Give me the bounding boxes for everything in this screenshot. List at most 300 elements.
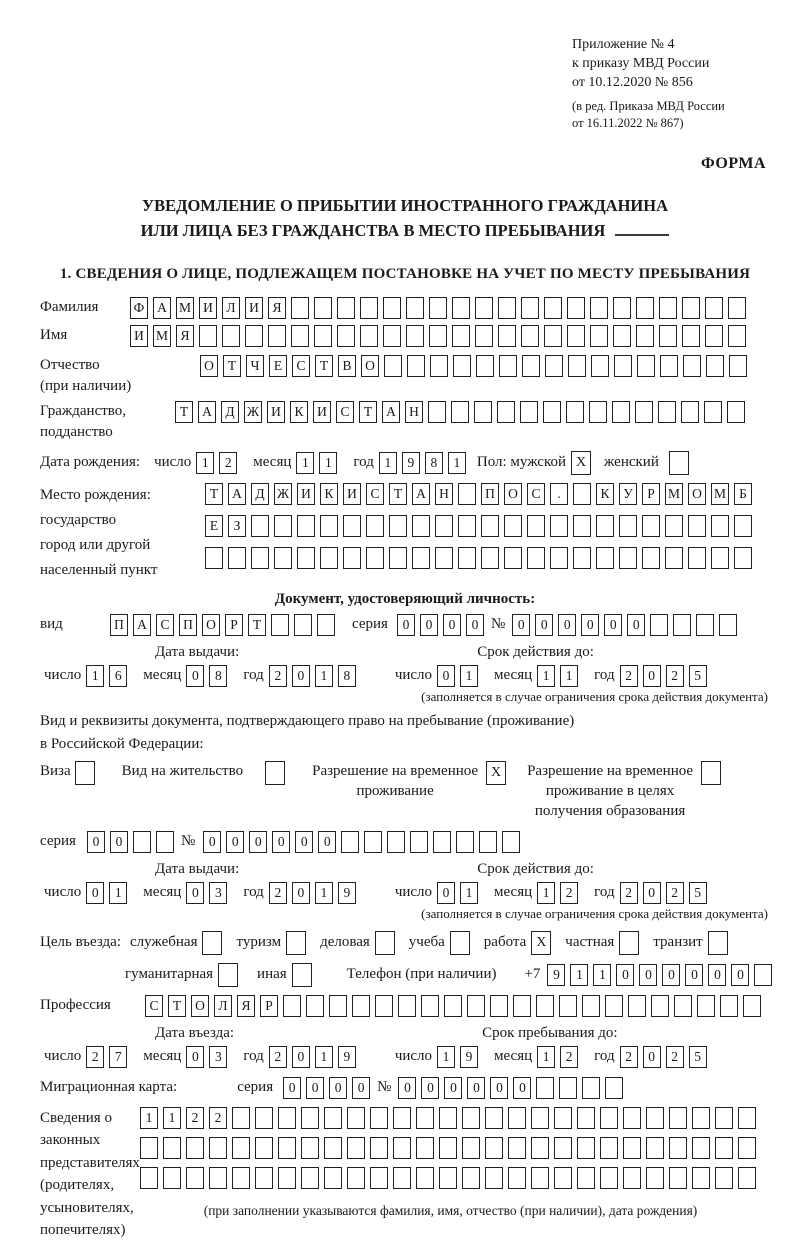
char-cell[interactable]: Т [389,483,407,505]
char-cell[interactable] [458,547,476,569]
char-cell[interactable]: 0 [318,831,336,853]
char-cell[interactable] [665,547,683,569]
char-cell[interactable] [720,995,738,1017]
char-cell[interactable]: 2 [620,1046,638,1068]
char-cell[interactable]: 1 [537,882,555,904]
char-cell[interactable] [567,325,585,347]
char-cell[interactable] [435,547,453,569]
char-cell[interactable]: 9 [338,1046,356,1068]
char-cell[interactable]: 0 [87,831,105,853]
char-cell[interactable]: 0 [352,1077,370,1099]
char-cell[interactable] [347,1167,365,1189]
char-cell[interactable] [614,355,632,377]
char-cell[interactable] [651,995,669,1017]
char-cell[interactable] [255,1107,273,1129]
char-cell[interactable] [475,325,493,347]
char-cell[interactable]: 0 [616,964,634,986]
char-cell[interactable]: 2 [269,665,287,687]
char-cell[interactable]: И [343,483,361,505]
char-cell[interactable] [360,297,378,319]
char-cell[interactable] [133,831,151,853]
char-cell[interactable] [324,1137,342,1159]
char-cell[interactable] [650,614,668,636]
char-cell[interactable]: 1 [315,882,333,904]
char-cell[interactable] [474,401,492,423]
char-cell[interactable] [600,1107,618,1129]
char-cell[interactable] [613,297,631,319]
char-cell[interactable]: 1 [460,665,478,687]
char-cell[interactable] [727,401,745,423]
char-cell[interactable] [642,547,660,569]
char-cell[interactable] [550,547,568,569]
char-cell[interactable]: 0 [283,1077,301,1099]
char-cell[interactable]: 2 [209,1107,227,1129]
char-cell[interactable] [205,547,223,569]
char-cell[interactable] [429,297,447,319]
visa-checkbox[interactable] [75,761,95,785]
char-cell[interactable] [705,325,723,347]
char-cell[interactable] [232,1137,250,1159]
char-cell[interactable] [619,515,637,537]
char-cell[interactable]: 5 [689,882,707,904]
char-cell[interactable] [536,1077,554,1099]
char-cell[interactable]: 0 [249,831,267,853]
char-cell[interactable]: Б [734,483,752,505]
char-cell[interactable] [458,483,476,505]
char-cell[interactable]: 0 [398,1077,416,1099]
char-cell[interactable] [485,1137,503,1159]
char-cell[interactable] [245,325,263,347]
char-cell[interactable]: 1 [593,964,611,986]
char-cell[interactable] [711,547,729,569]
char-cell[interactable]: 2 [620,882,638,904]
char-cell[interactable] [452,297,470,319]
char-cell[interactable]: Ж [274,483,292,505]
char-cell[interactable] [646,1137,664,1159]
char-cell[interactable] [274,547,292,569]
char-cell[interactable] [596,547,614,569]
char-cell[interactable]: Л [214,995,232,1017]
char-cell[interactable]: М [711,483,729,505]
char-cell[interactable]: О [200,355,218,377]
char-cell[interactable] [612,401,630,423]
char-cell[interactable]: 0 [662,964,680,986]
char-cell[interactable]: И [130,325,148,347]
char-cell[interactable] [665,515,683,537]
char-cell[interactable]: 1 [460,882,478,904]
char-cell[interactable] [314,297,332,319]
char-cell[interactable]: О [361,355,379,377]
char-cell[interactable] [646,1167,664,1189]
char-cell[interactable]: Ч [246,355,264,377]
char-cell[interactable] [370,1107,388,1129]
char-cell[interactable] [393,1167,411,1189]
temp-residence-checkbox[interactable]: X [486,761,506,785]
purpose-other-checkbox[interactable] [292,963,312,987]
char-cell[interactable]: Т [248,614,266,636]
char-cell[interactable]: 1 [537,1046,555,1068]
char-cell[interactable] [504,515,522,537]
char-cell[interactable]: 9 [338,882,356,904]
char-cell[interactable] [430,355,448,377]
char-cell[interactable]: Н [435,483,453,505]
char-cell[interactable]: С [336,401,354,423]
char-cell[interactable] [294,614,312,636]
char-cell[interactable] [370,1137,388,1159]
char-cell[interactable]: 0 [467,1077,485,1099]
char-cell[interactable] [407,355,425,377]
char-cell[interactable] [291,325,309,347]
char-cell[interactable]: Я [268,297,286,319]
char-cell[interactable]: П [179,614,197,636]
char-cell[interactable] [428,401,446,423]
char-cell[interactable]: 2 [666,882,684,904]
char-cell[interactable]: 0 [708,964,726,986]
char-cell[interactable] [268,325,286,347]
char-cell[interactable]: 0 [397,614,415,636]
char-cell[interactable] [636,325,654,347]
char-cell[interactable]: Ф [130,297,148,319]
char-cell[interactable] [352,995,370,1017]
char-cell[interactable] [566,401,584,423]
purpose-private-checkbox[interactable] [619,931,639,955]
char-cell[interactable] [623,1137,641,1159]
char-cell[interactable]: Т [175,401,193,423]
char-cell[interactable]: 2 [666,665,684,687]
char-cell[interactable]: А [382,401,400,423]
char-cell[interactable] [341,831,359,853]
char-cell[interactable]: 0 [186,1046,204,1068]
char-cell[interactable] [360,325,378,347]
char-cell[interactable] [453,355,471,377]
char-cell[interactable]: 5 [689,1046,707,1068]
char-cell[interactable]: 8 [338,665,356,687]
char-cell[interactable] [531,1167,549,1189]
char-cell[interactable] [451,401,469,423]
char-cell[interactable] [559,995,577,1017]
char-cell[interactable]: 0 [329,1077,347,1099]
char-cell[interactable] [637,355,655,377]
char-cell[interactable] [531,1137,549,1159]
char-cell[interactable]: 1 [537,665,555,687]
char-cell[interactable]: 1 [86,665,104,687]
char-cell[interactable] [320,547,338,569]
char-cell[interactable] [320,515,338,537]
char-cell[interactable]: 2 [86,1046,104,1068]
char-cell[interactable] [481,547,499,569]
purpose-tourism-checkbox[interactable] [286,931,306,955]
char-cell[interactable] [479,831,497,853]
char-cell[interactable]: 0 [443,614,461,636]
char-cell[interactable] [163,1137,181,1159]
char-cell[interactable]: Т [359,401,377,423]
char-cell[interactable] [433,831,451,853]
char-cell[interactable] [559,1077,577,1099]
char-cell[interactable]: 1 [379,452,397,474]
char-cell[interactable] [283,995,301,1017]
char-cell[interactable] [412,547,430,569]
char-cell[interactable]: О [202,614,220,636]
char-cell[interactable] [410,831,428,853]
char-cell[interactable] [567,297,585,319]
char-cell[interactable]: 1 [560,665,578,687]
char-cell[interactable]: П [110,614,128,636]
char-cell[interactable] [531,1107,549,1129]
char-cell[interactable] [682,325,700,347]
char-cell[interactable] [485,1167,503,1189]
char-cell[interactable]: 2 [620,665,638,687]
char-cell[interactable] [186,1137,204,1159]
char-cell[interactable] [393,1107,411,1129]
char-cell[interactable] [582,995,600,1017]
char-cell[interactable] [199,325,217,347]
char-cell[interactable] [692,1137,710,1159]
char-cell[interactable] [251,515,269,537]
char-cell[interactable] [544,325,562,347]
char-cell[interactable]: 0 [420,614,438,636]
char-cell[interactable] [554,1107,572,1129]
char-cell[interactable] [156,831,174,853]
char-cell[interactable] [577,1107,595,1129]
char-cell[interactable]: 0 [643,1046,661,1068]
char-cell[interactable]: О [688,483,706,505]
char-cell[interactable] [329,995,347,1017]
char-cell[interactable] [416,1107,434,1129]
char-cell[interactable] [462,1107,480,1129]
char-cell[interactable] [435,515,453,537]
char-cell[interactable]: 5 [689,665,707,687]
char-cell[interactable]: Т [205,483,223,505]
char-cell[interactable]: 0 [272,831,290,853]
char-cell[interactable]: 9 [460,1046,478,1068]
char-cell[interactable]: И [313,401,331,423]
char-cell[interactable]: 0 [295,831,313,853]
char-cell[interactable] [600,1167,618,1189]
char-cell[interactable]: 0 [437,665,455,687]
char-cell[interactable]: С [145,995,163,1017]
char-cell[interactable] [738,1167,756,1189]
char-cell[interactable] [502,831,520,853]
char-cell[interactable] [692,1107,710,1129]
char-cell[interactable] [383,325,401,347]
purpose-study-checkbox[interactable] [450,931,470,955]
char-cell[interactable] [301,1137,319,1159]
char-cell[interactable] [444,995,462,1017]
char-cell[interactable] [711,515,729,537]
char-cell[interactable] [416,1137,434,1159]
char-cell[interactable]: Т [223,355,241,377]
char-cell[interactable] [734,547,752,569]
char-cell[interactable]: 0 [292,665,310,687]
char-cell[interactable] [729,355,747,377]
char-cell[interactable]: О [504,483,522,505]
char-cell[interactable] [297,547,315,569]
char-cell[interactable] [476,355,494,377]
char-cell[interactable]: 0 [292,882,310,904]
char-cell[interactable] [291,297,309,319]
char-cell[interactable]: А [228,483,246,505]
char-cell[interactable]: 1 [437,1046,455,1068]
char-cell[interactable] [642,515,660,537]
char-cell[interactable] [659,297,677,319]
char-cell[interactable] [577,1167,595,1189]
char-cell[interactable]: 1 [315,665,333,687]
char-cell[interactable] [462,1137,480,1159]
char-cell[interactable] [696,614,714,636]
char-cell[interactable]: 2 [269,1046,287,1068]
char-cell[interactable] [554,1137,572,1159]
char-cell[interactable] [536,995,554,1017]
char-cell[interactable]: 0 [643,882,661,904]
char-cell[interactable] [499,355,517,377]
char-cell[interactable]: 2 [560,882,578,904]
char-cell[interactable] [527,547,545,569]
char-cell[interactable]: 6 [109,665,127,687]
char-cell[interactable] [589,401,607,423]
char-cell[interactable] [462,1167,480,1189]
char-cell[interactable] [324,1167,342,1189]
char-cell[interactable]: Д [221,401,239,423]
char-cell[interactable] [375,995,393,1017]
char-cell[interactable] [163,1167,181,1189]
char-cell[interactable] [596,515,614,537]
char-cell[interactable] [719,614,737,636]
char-cell[interactable]: Ж [244,401,262,423]
char-cell[interactable]: Р [260,995,278,1017]
char-cell[interactable]: 1 [109,882,127,904]
char-cell[interactable] [688,515,706,537]
char-cell[interactable] [452,325,470,347]
char-cell[interactable] [527,515,545,537]
char-cell[interactable]: А [133,614,151,636]
purpose-official-checkbox[interactable] [202,931,222,955]
char-cell[interactable] [140,1167,158,1189]
char-cell[interactable]: О [191,995,209,1017]
char-cell[interactable] [646,1107,664,1129]
char-cell[interactable]: 2 [666,1046,684,1068]
gender-male-checkbox[interactable]: X [571,451,591,475]
char-cell[interactable]: 3 [209,882,227,904]
char-cell[interactable]: 0 [604,614,622,636]
char-cell[interactable]: 0 [643,665,661,687]
char-cell[interactable]: З [228,515,246,537]
char-cell[interactable] [669,1137,687,1159]
char-cell[interactable] [497,401,515,423]
char-cell[interactable]: 0 [512,614,530,636]
char-cell[interactable]: 8 [425,452,443,474]
char-cell[interactable] [521,325,539,347]
char-cell[interactable] [738,1107,756,1129]
char-cell[interactable]: 0 [292,1046,310,1068]
char-cell[interactable] [439,1167,457,1189]
char-cell[interactable] [520,401,538,423]
char-cell[interactable] [706,355,724,377]
char-cell[interactable]: 2 [269,882,287,904]
char-cell[interactable] [232,1167,250,1189]
char-cell[interactable]: Д [251,483,269,505]
char-cell[interactable] [406,297,424,319]
char-cell[interactable]: С [156,614,174,636]
char-cell[interactable]: 0 [685,964,703,986]
char-cell[interactable]: . [550,483,568,505]
char-cell[interactable] [573,515,591,537]
char-cell[interactable] [370,1167,388,1189]
char-cell[interactable]: 1 [163,1107,181,1129]
char-cell[interactable]: С [366,483,384,505]
char-cell[interactable] [456,831,474,853]
char-cell[interactable] [306,995,324,1017]
char-cell[interactable]: 0 [86,882,104,904]
char-cell[interactable] [619,547,637,569]
char-cell[interactable] [297,515,315,537]
char-cell[interactable] [554,1167,572,1189]
char-cell[interactable]: 1 [315,1046,333,1068]
char-cell[interactable] [255,1167,273,1189]
char-cell[interactable] [628,995,646,1017]
char-cell[interactable]: 1 [196,452,214,474]
char-cell[interactable]: 0 [444,1077,462,1099]
char-cell[interactable] [508,1107,526,1129]
char-cell[interactable] [439,1107,457,1129]
char-cell[interactable] [421,995,439,1017]
char-cell[interactable] [550,515,568,537]
char-cell[interactable] [544,297,562,319]
char-cell[interactable] [485,1107,503,1129]
char-cell[interactable] [458,515,476,537]
char-cell[interactable] [232,1107,250,1129]
char-cell[interactable] [467,995,485,1017]
char-cell[interactable]: М [153,325,171,347]
char-cell[interactable]: В [338,355,356,377]
char-cell[interactable] [314,325,332,347]
char-cell[interactable] [416,1167,434,1189]
char-cell[interactable] [728,297,746,319]
char-cell[interactable] [705,297,723,319]
char-cell[interactable]: Р [225,614,243,636]
char-cell[interactable]: 0 [490,1077,508,1099]
char-cell[interactable] [429,325,447,347]
char-cell[interactable]: 0 [203,831,221,853]
char-cell[interactable] [754,964,772,986]
char-cell[interactable] [545,355,563,377]
char-cell[interactable] [490,995,508,1017]
char-cell[interactable]: Н [405,401,423,423]
char-cell[interactable] [228,547,246,569]
char-cell[interactable]: 0 [466,614,484,636]
char-cell[interactable]: 0 [513,1077,531,1099]
char-cell[interactable] [337,325,355,347]
char-cell[interactable] [605,1077,623,1099]
char-cell[interactable]: 0 [535,614,553,636]
char-cell[interactable] [521,297,539,319]
char-cell[interactable] [715,1137,733,1159]
char-cell[interactable] [591,355,609,377]
char-cell[interactable]: И [297,483,315,505]
char-cell[interactable] [186,1167,204,1189]
char-cell[interactable]: 1 [319,452,337,474]
char-cell[interactable] [734,515,752,537]
char-cell[interactable]: 0 [186,882,204,904]
char-cell[interactable] [660,355,678,377]
char-cell[interactable] [590,297,608,319]
char-cell[interactable] [271,614,289,636]
char-cell[interactable] [543,401,561,423]
char-cell[interactable] [278,1167,296,1189]
char-cell[interactable]: Я [237,995,255,1017]
char-cell[interactable] [498,297,516,319]
char-cell[interactable]: Е [269,355,287,377]
char-cell[interactable] [728,325,746,347]
